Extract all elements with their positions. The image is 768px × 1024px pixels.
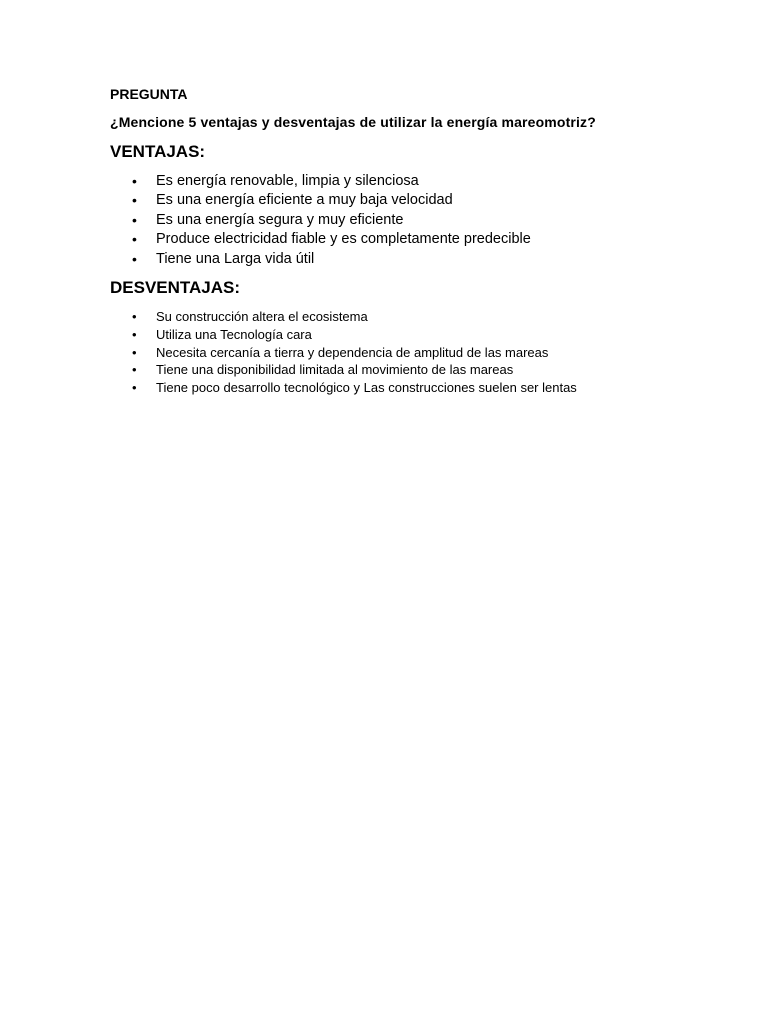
list-item-text: Produce electricidad fiable y es completamente predecible [156,231,531,248]
list-item [132,379,577,397]
list-item [132,361,577,379]
list-item-text: Es energía renovable, limpia y silenciosa [156,173,419,189]
list-item-text: Necesita cercanía a tierra y dependencia de amplitud de las mareas [156,344,549,360]
bullet-icon: • [132,309,137,324]
list-item [132,230,531,249]
bullet-icon: • [132,380,137,396]
list-item [132,172,531,191]
list-item-text: Es una energía segura y muy eficiente [156,211,404,228]
list-item [132,250,531,269]
bullet-icon: • [132,344,137,360]
list-item-text: Tiene una disponibilidad limitada al movimiento de las mareas [156,362,514,378]
list-item [132,344,577,362]
list-item-text: Su construcción altera el ecosistema [156,309,368,324]
bullet-icon: • [132,326,137,342]
question-label: PREGUNTA [110,86,188,102]
desventajas-list [132,308,577,397]
bullet-icon: • [132,362,137,378]
list-item-text: Es una energía eficiente a muy baja velocidad [156,192,453,209]
bullet-icon: • [132,231,137,248]
bullet-icon: • [132,250,137,267]
list-item [132,326,577,344]
bullet-icon: • [132,211,137,228]
list-item-text: Tiene una Larga vida útil [156,250,315,267]
question-text: ¿Mencione 5 ventajas y desventajas de utilizar la energía mareomotriz? [110,114,596,130]
list-item [132,308,577,326]
list-item [132,191,531,210]
ventajas-heading: VENTAJAS: [110,142,206,161]
ventajas-list [132,172,531,269]
list-item-text: Utiliza una Tecnología cara [156,326,312,342]
bullet-icon: • [132,173,137,189]
bullet-icon: • [132,192,137,209]
desventajas-heading: DESVENTAJAS: [110,278,241,297]
list-item [132,211,531,230]
list-item-text: Tiene poco desarrollo tecnológico y Las construcciones suelen ser lentas [156,380,577,396]
